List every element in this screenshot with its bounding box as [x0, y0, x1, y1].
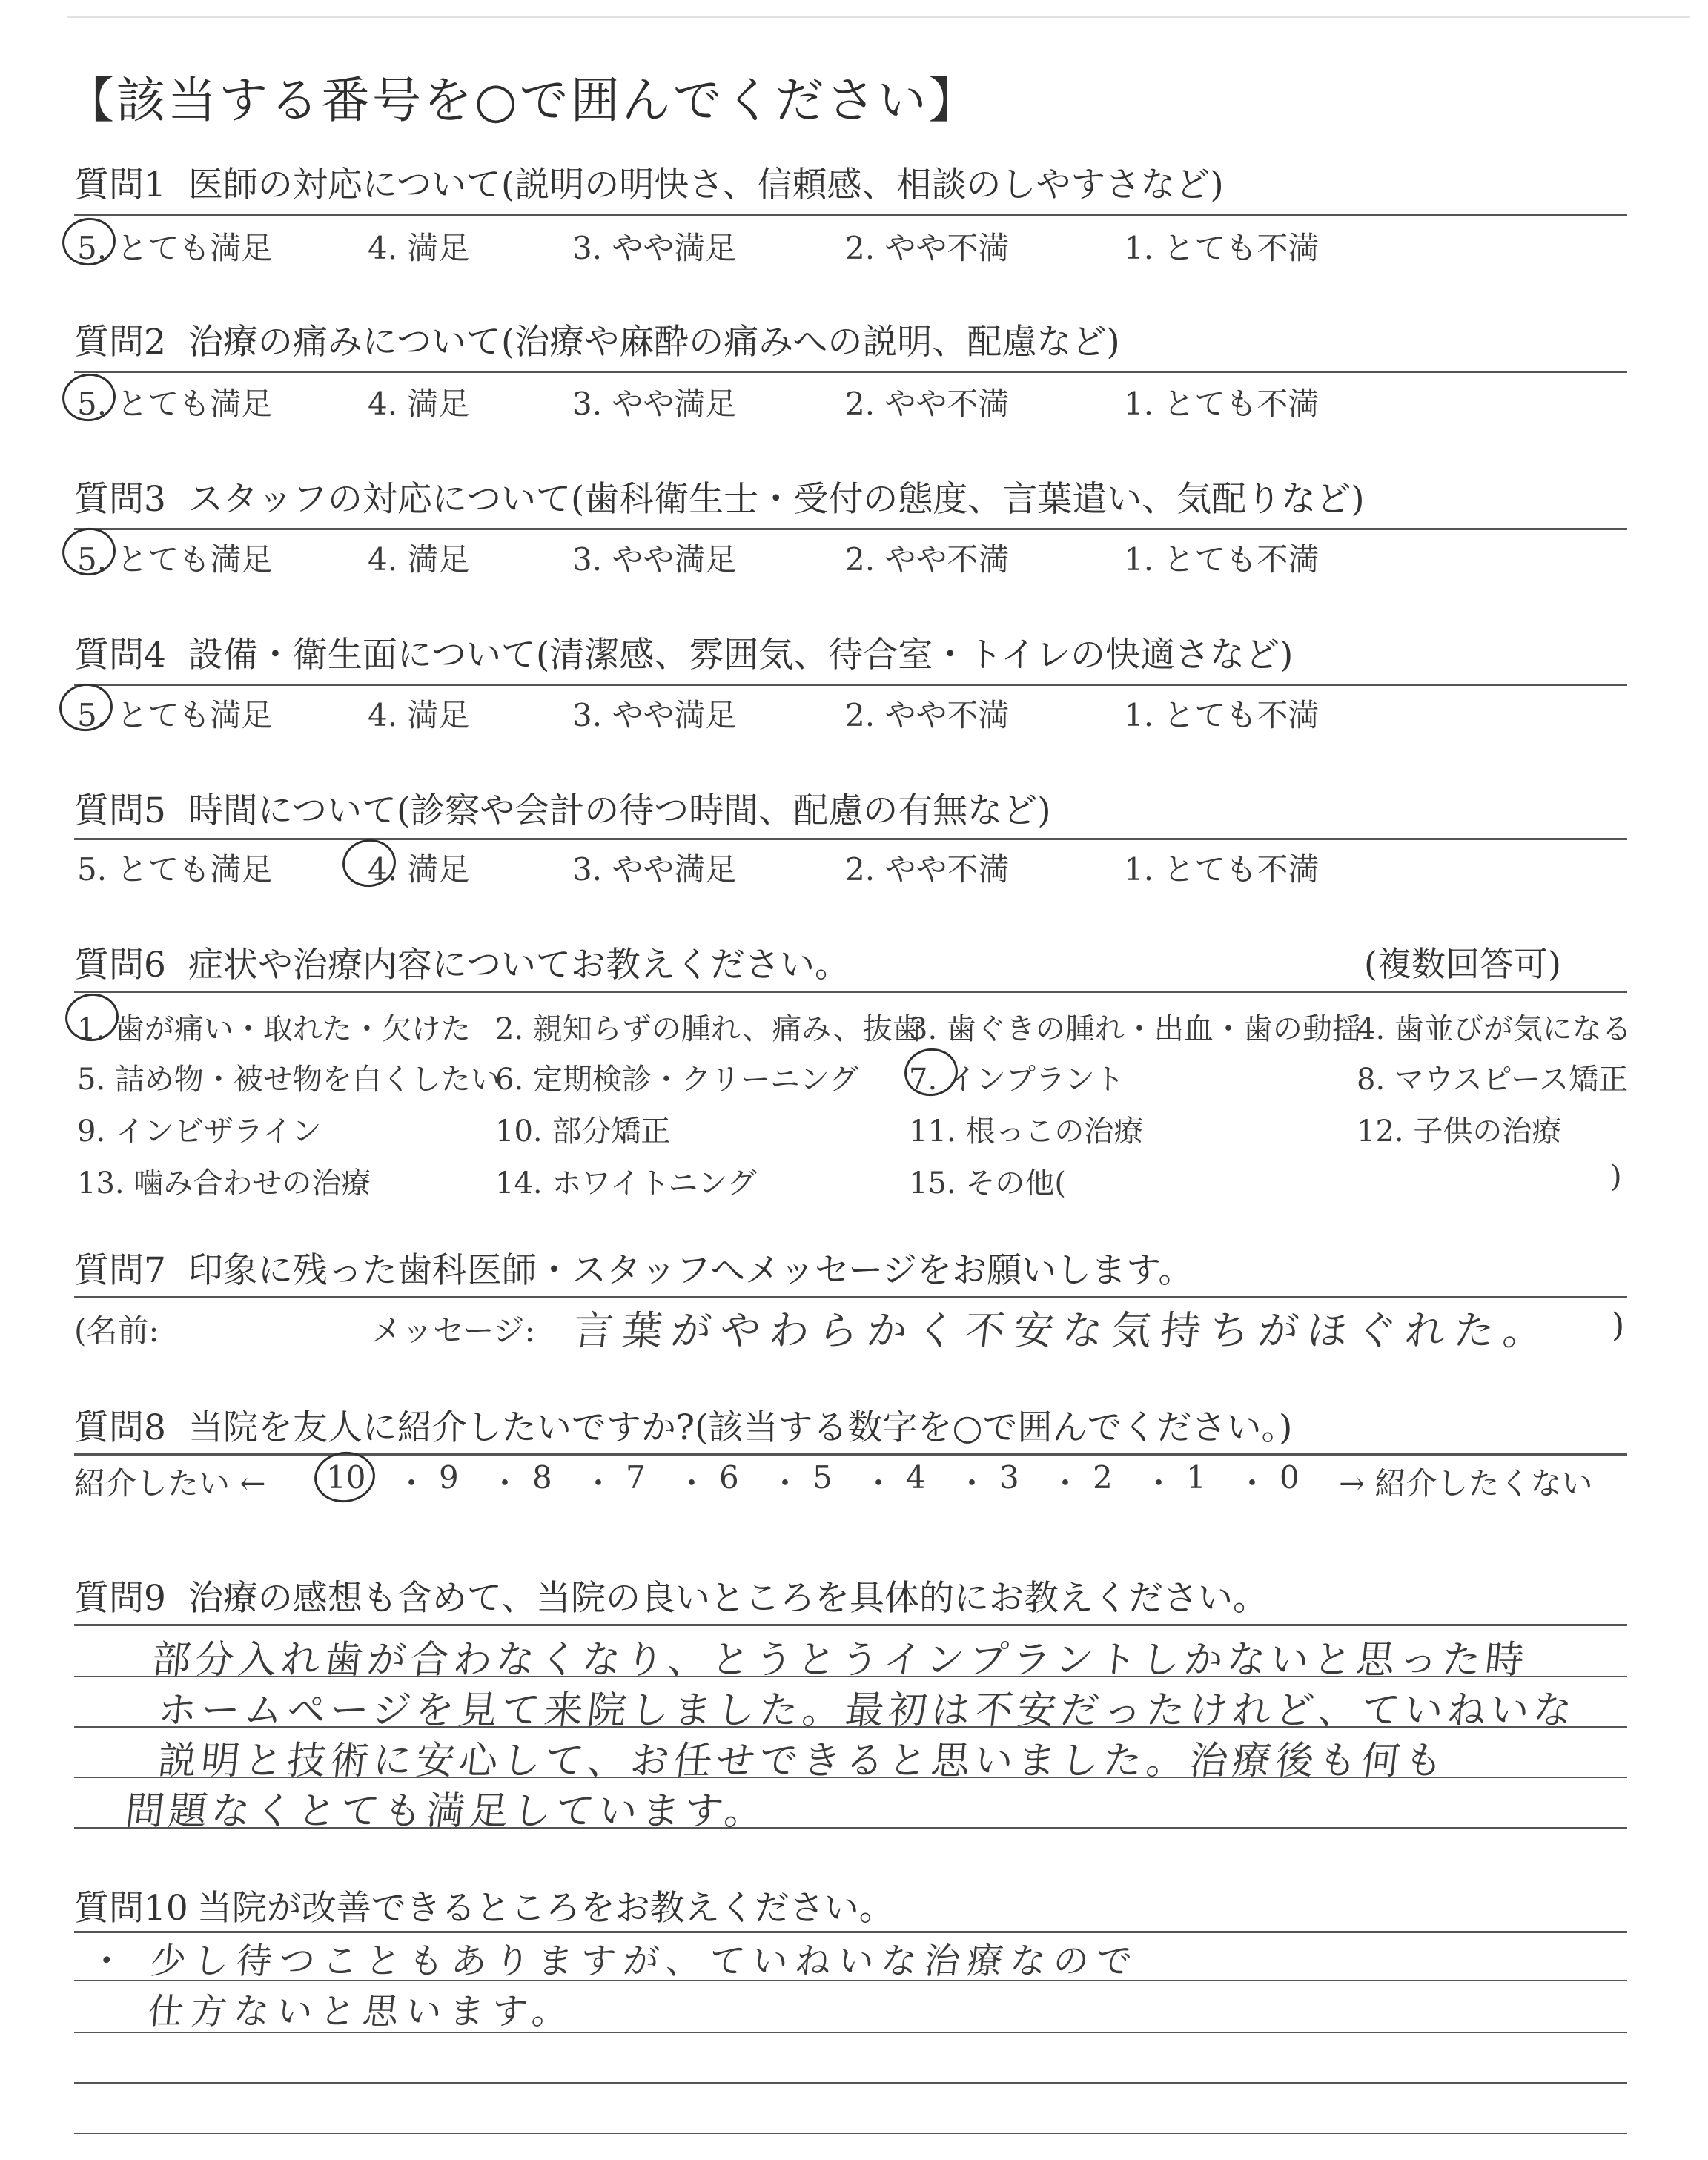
q4-option-4[interactable]: 4. 満足 — [368, 697, 470, 733]
q5-option-4[interactable]: 4. 満足 — [368, 851, 470, 888]
q2-option-2[interactable]: 2. やや不満 — [845, 386, 1010, 422]
question-text: 当院が改善できるところをお教えください。 — [196, 1888, 894, 1929]
q6-option-11[interactable]: 11. 根っこの治療 — [909, 1114, 1144, 1149]
scale-dot: ・ — [1050, 1465, 1082, 1502]
question-1 — [74, 157, 1224, 207]
q6-option-8[interactable]: 8. マウスピース矯正 — [1357, 1063, 1629, 1097]
scale-7[interactable]: 7 — [626, 1459, 646, 1496]
message-label: メッセージ: — [371, 1312, 535, 1349]
divider — [74, 528, 1627, 530]
scale-9[interactable]: 9 — [439, 1459, 459, 1496]
question-text: 設備・衛生面について(清潔感、雰囲気、待合室・トイレの快適さなど) — [188, 635, 1294, 676]
multiple-answers-note: (複数回答可) — [1364, 944, 1561, 984]
q1-option-4[interactable]: 4. 満足 — [368, 230, 470, 266]
page-title: 【該当する番号を○で囲んでください】 — [65, 72, 980, 129]
q6-option-2[interactable]: 2. 親知らずの腫れ、痛み、抜歯 — [495, 1012, 922, 1046]
q4-option-3[interactable]: 3. やや満足 — [572, 697, 737, 733]
q6-option-14[interactable]: 14. ホワイトニング — [495, 1166, 757, 1200]
scale-dot: ・ — [583, 1465, 615, 1502]
scale-6[interactable]: 6 — [719, 1459, 739, 1496]
q6-option-9[interactable]: 9. インビザライン — [77, 1114, 322, 1149]
q6-option-15[interactable]: 15. その他( — [909, 1166, 1066, 1200]
q4-option-1[interactable]: 1. とても不満 — [1124, 697, 1320, 733]
q6-option-12[interactable]: 12. 子供の治療 — [1357, 1114, 1562, 1149]
answer-line — [74, 2133, 1627, 2134]
question-number: 質問4 — [74, 635, 166, 676]
q6-option-3[interactable]: 3. 歯ぐきの腫れ・出血・歯の動揺 — [909, 1012, 1362, 1046]
question-text: 治療の痛みについて(治療や麻酔の痛みへの説明、配慮など) — [188, 322, 1120, 363]
question-number: 質問5 — [74, 790, 166, 831]
question-4 — [74, 627, 1293, 677]
answer-line — [74, 2082, 1627, 2084]
scale-5[interactable]: 5 — [812, 1459, 833, 1496]
question-2 — [74, 314, 1120, 364]
q6-option-10[interactable]: 10. 部分矯正 — [495, 1114, 671, 1149]
q6-option-6[interactable]: 6. 定期検診・クリーニング — [495, 1063, 859, 1097]
q6-option-7[interactable]: 7. インプラント — [909, 1063, 1125, 1097]
scale-0[interactable]: 0 — [1280, 1459, 1300, 1496]
question-number: 質問2 — [74, 322, 166, 363]
divider — [74, 991, 1627, 993]
question-text: スタッフの対応について(歯科衛生士・受付の態度、言葉遣い、気配りなど) — [188, 479, 1365, 520]
scale-dot: ・ — [1237, 1465, 1268, 1502]
handwritten-answer-line: 部分入れ歯が合わなくなり、とうとうインプラントしかないと思った時 — [150, 1638, 1531, 1682]
q2-option-5[interactable]: 5. とても満足 — [77, 386, 273, 422]
divider — [74, 838, 1627, 840]
q3-option-2[interactable]: 2. やや不満 — [845, 541, 1010, 578]
handwritten-answer-line: 問題なくとても満足しています。 — [123, 1789, 770, 1834]
scale-dot: ・ — [396, 1465, 428, 1502]
scale-10[interactable]: 10 — [326, 1459, 366, 1496]
question-5 — [74, 783, 1051, 833]
message-close-paren: ) — [1612, 1307, 1625, 1344]
q6-option-5[interactable]: 5. 詰め物・被せ物を白くしたい — [77, 1063, 500, 1097]
scale-4[interactable]: 4 — [906, 1459, 926, 1496]
q4-option-5[interactable]: 5. とても満足 — [77, 697, 273, 733]
question-number: 質問1 — [74, 165, 166, 205]
scale-8[interactable]: 8 — [532, 1459, 552, 1496]
scale-3[interactable]: 3 — [999, 1459, 1019, 1496]
other-close-paren: ) — [1610, 1160, 1622, 1194]
handwritten-answer-line: 仕方ないと思います。 — [145, 1991, 577, 2032]
handwritten-answer-line: ・ 少し待つこともありますが、ていねいな治療なので — [86, 1941, 1142, 1982]
question-number: 質問8 — [74, 1407, 166, 1448]
q6-option-4[interactable]: 4. 歯並びが気になる — [1357, 1012, 1632, 1046]
q1-option-1[interactable]: 1. とても不満 — [1124, 230, 1320, 266]
name-label: (名前: — [74, 1312, 159, 1349]
question-6 — [74, 937, 850, 987]
q2-option-4[interactable]: 4. 満足 — [368, 386, 470, 422]
q3-option-5[interactable]: 5. とても満足 — [77, 541, 273, 578]
q6-option-13[interactable]: 13. 噛み合わせの治療 — [77, 1166, 371, 1200]
question-text: 当院を友人に紹介したいですか?(該当する数字を○で囲んでください。) — [188, 1407, 1293, 1448]
question-3 — [74, 472, 1365, 521]
scale-dot: ・ — [489, 1465, 521, 1502]
q1-option-2[interactable]: 2. やや不満 — [845, 230, 1010, 266]
question-8 — [74, 1400, 1292, 1450]
q2-option-3[interactable]: 3. やや満足 — [572, 386, 737, 422]
question-number: 質問9 — [74, 1578, 166, 1619]
divider — [74, 214, 1627, 216]
scale-dot: ・ — [1143, 1465, 1175, 1502]
q3-option-3[interactable]: 3. やや満足 — [572, 541, 737, 578]
top-border — [67, 16, 1690, 18]
question-text: 印象に残った歯科医師・スタッフへメッセージをお願いします。 — [188, 1250, 1194, 1291]
q2-option-1[interactable]: 1. とても不満 — [1124, 386, 1320, 422]
q3-option-4[interactable]: 4. 満足 — [368, 541, 470, 578]
handwritten-answer-line: ホームページを見て来院しました。最初は不安だったけれど、ていねいな — [156, 1688, 1579, 1733]
q5-option-2[interactable]: 2. やや不満 — [845, 851, 1010, 888]
question-text: 時間について(診察や会計の待つ時間、配慮の有無など) — [188, 790, 1051, 831]
question-7 — [74, 1243, 1193, 1292]
question-number: 質問10 — [74, 1888, 188, 1929]
scale-dot: ・ — [676, 1465, 708, 1502]
question-text: 医師の対応について(説明の明快さ、信頼感、相談のしやすさなど) — [188, 165, 1224, 205]
divider — [74, 1453, 1627, 1456]
scale-2[interactable]: 2 — [1093, 1459, 1113, 1496]
question-number: 質問6 — [74, 945, 166, 985]
question-text: 治療の感想も含めて、当院の良いところを具体的にお教えください。 — [188, 1578, 1268, 1619]
divider — [74, 1624, 1627, 1626]
recommend-right-label: → 紹介したくない — [1339, 1465, 1593, 1502]
q5-option-1[interactable]: 1. とても不満 — [1124, 851, 1320, 888]
q5-option-5[interactable]: 5. とても満足 — [77, 851, 273, 888]
divider — [74, 684, 1627, 686]
question-number: 質問3 — [74, 479, 166, 520]
question-number: 質問7 — [74, 1250, 166, 1291]
question-text: 症状や治療内容についてお教えください。 — [188, 945, 850, 985]
recommend-left-label: 紹介したい ← — [74, 1465, 266, 1502]
q3-option-1[interactable]: 1. とても不満 — [1124, 541, 1320, 578]
scale-dot: ・ — [769, 1465, 801, 1502]
selection-circle — [311, 1448, 379, 1507]
q5-option-3[interactable]: 3. やや満足 — [572, 851, 737, 888]
handwritten-message: 言葉がやわらかく不安な気持ちがほぐれた。 — [571, 1307, 1555, 1354]
question-10 — [74, 1880, 894, 1930]
scale-dot: ・ — [863, 1465, 895, 1502]
question-9 — [74, 1571, 1268, 1620]
q4-option-2[interactable]: 2. やや不満 — [845, 697, 1010, 733]
q6-option-1[interactable]: 1. 歯が痛い・取れた・欠けた — [77, 1012, 471, 1046]
q1-option-5[interactable]: 5. とても満足 — [77, 230, 273, 266]
scale-1[interactable]: 1 — [1186, 1459, 1206, 1496]
q1-option-3[interactable]: 3. やや満足 — [572, 230, 737, 266]
handwritten-answer-line: 説明と技術に安心して、お任せできると思いました。治療後も何も — [156, 1739, 1450, 1783]
divider — [74, 1296, 1627, 1298]
scale-dot: ・ — [956, 1465, 988, 1502]
divider — [74, 371, 1627, 373]
